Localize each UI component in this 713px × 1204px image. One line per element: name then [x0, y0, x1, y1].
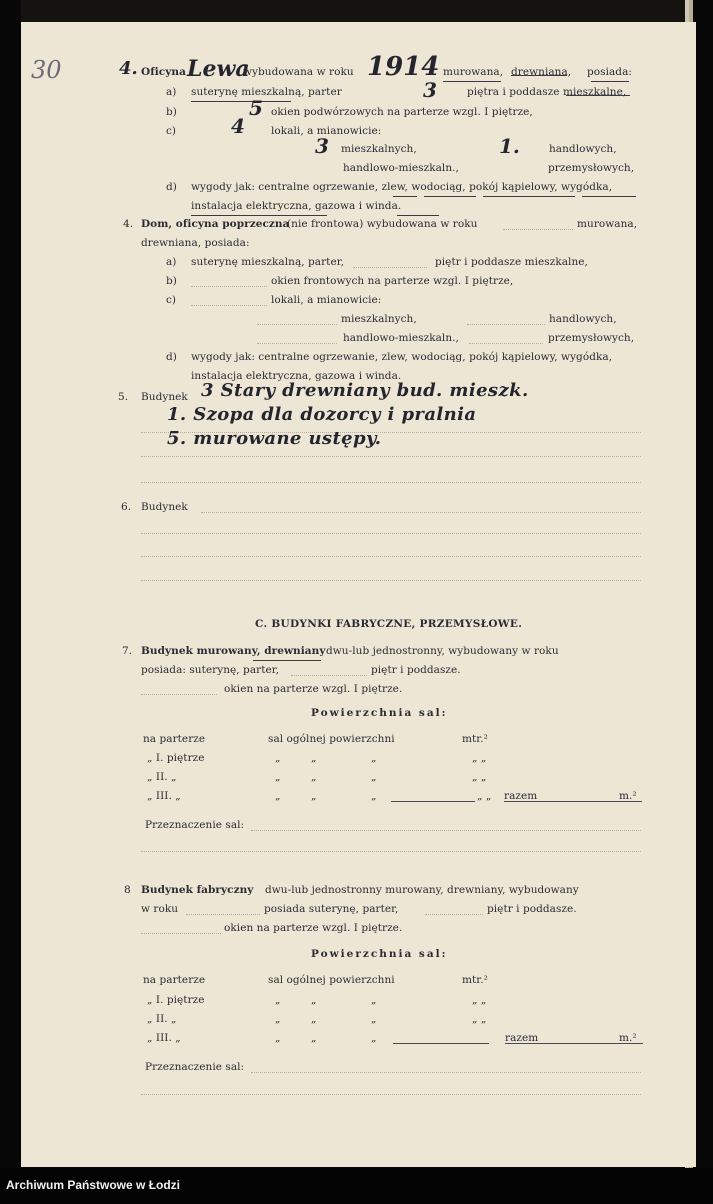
blank-line — [291, 675, 367, 676]
blank-line — [257, 324, 337, 325]
s8-row2-label: „ I. piętrze — [147, 994, 205, 1006]
s8-line2c: piętr i poddasze. — [487, 903, 577, 915]
s8-row3-label: „ II. „ — [147, 1013, 177, 1025]
s4a-trade-text: handlowych, — [549, 143, 617, 155]
s4a-a-text2: piętra i poddasze mieszkalne, — [467, 86, 627, 98]
ditto-mark: „ — [275, 1032, 281, 1044]
scan-border-top — [21, 0, 685, 22]
underline-suteryne — [191, 101, 291, 102]
ditto-mark: „ „ — [472, 771, 487, 783]
s4b-a-text: suterynę mieszkalną, parter, — [191, 256, 345, 268]
blank-line — [467, 324, 545, 325]
page-number: 30 — [31, 56, 62, 84]
s8-row1-label: na parterze — [143, 974, 206, 986]
blank-line — [353, 267, 427, 268]
s8-surface-heading: Powierzchnia sal: — [311, 948, 448, 960]
underline-wygodka — [582, 196, 636, 197]
underline-posiada — [591, 81, 629, 82]
s7-row3-label: „ II. „ — [147, 771, 177, 783]
archive-name: Archiwum Państwowe w Łodzi — [6, 1178, 181, 1192]
ditto-mark: „ „ — [472, 752, 487, 764]
blank-line — [503, 229, 573, 230]
ditto-mark: „ — [311, 771, 317, 783]
strike-drewniana — [511, 75, 567, 76]
s4b-c-label: c) — [166, 294, 177, 306]
s4b-b-text: okien frontowych na parterze wzgl. I piętrze, — [271, 275, 514, 287]
ditto-mark: „ — [311, 994, 317, 1006]
s4a-b-text: okien podwórzowych na parterze wzgl. I piętrze, — [271, 106, 533, 118]
s4a-title: Oficyna — [141, 66, 186, 78]
ditto-mark: „ — [371, 1032, 377, 1044]
s4b-ind-text: przemysłowych, — [548, 332, 635, 344]
s4a-c-label: c) — [166, 125, 177, 137]
blank-line — [191, 286, 267, 287]
underline-zlew — [393, 196, 417, 197]
ditto-mark: „ — [311, 752, 317, 764]
underline-drewniany — [253, 660, 321, 661]
s7-title: Budynek murowany, drewniany — [141, 645, 326, 657]
ditto-mark: „ — [371, 994, 377, 1006]
s8-row1-mid: sal ogólnej powierzchni — [268, 974, 395, 986]
blank-line — [186, 914, 260, 915]
blank-line — [425, 914, 483, 915]
ditto-mark: „ — [371, 790, 377, 802]
s8-m2: m.² — [619, 1032, 637, 1044]
s4b-title: Dom, oficyna poprzeczna — [141, 218, 290, 230]
s5-handwritten-line1: 3 Stary drewniany bud. mieszk. — [201, 380, 529, 401]
s7-number: 7. — [122, 645, 133, 657]
s4a-murowana: murowana, — [443, 66, 504, 78]
blank-line — [469, 343, 543, 344]
s7-line3: okien na parterze wzgl. I piętrze. — [224, 683, 403, 695]
s4b-a-label: a) — [166, 256, 177, 268]
blank-line — [191, 305, 267, 306]
s8-line2a: w roku — [141, 903, 179, 915]
ditto-mark: „ — [275, 994, 281, 1006]
s4b-d-text2: instalacja elektryczna, gazowa i winda. — [191, 370, 402, 382]
s4a-b-label: b) — [166, 106, 177, 118]
strike-mieszkalne — [566, 95, 630, 96]
s6-number: 6. — [121, 501, 132, 513]
s4b-d-text: wygody jak: centralne ogrzewanie, zlew, wodociąg, pokój kąpielowy, wygódka, — [191, 351, 613, 363]
s4a-a-label: a) — [166, 86, 177, 98]
s7-surface-heading: Powierzchnia sal: — [311, 707, 448, 719]
blank-line — [141, 482, 641, 483]
blank-line — [141, 533, 641, 534]
ditto-mark: „ — [275, 752, 281, 764]
s7-purpose: Przeznaczenie sal: — [145, 819, 245, 831]
s8-title-rest: dwu-lub jednostronny murowany, drewniany, wybudowany — [265, 884, 579, 896]
s7-row1-mid: sal ogólnej powierzchni — [268, 733, 395, 745]
s4a-c-text: lokali, a mianowicie: — [271, 125, 382, 137]
s8-row4-label: „ III. „ — [147, 1032, 181, 1044]
blank-line — [141, 556, 641, 557]
s4a-res-num-handwritten: 3 — [315, 134, 329, 158]
ditto-mark: „ — [371, 752, 377, 764]
s8-razem: razem — [505, 1032, 539, 1044]
blank-line — [251, 830, 641, 831]
s8-unit: mtr.² — [462, 974, 488, 986]
s8-purpose: Przeznaczenie sal: — [145, 1061, 245, 1073]
ditto-mark: „ „ — [472, 994, 487, 1006]
s5-number: 5. — [118, 391, 129, 403]
blank-line — [201, 512, 641, 513]
s5-handwritten-line2: 1. Szopa dla dozorcy i pralnia — [167, 404, 477, 425]
s5-label: Budynek — [141, 391, 188, 403]
s4b-trade-text: handlowych, — [549, 313, 617, 325]
s4b-res-text: mieszkalnych, — [341, 313, 417, 325]
section-c-heading: C. BUDYNKI FABRYCZNE, PRZEMYSŁOWE. — [255, 618, 523, 630]
s4a-number: 4. — [119, 58, 138, 79]
s7-unit: mtr.² — [462, 733, 488, 745]
s7-line2a: posiada: suterynę, parter, — [141, 664, 280, 676]
s4a-mixed-text: handlowo-mieszkaln., — [343, 162, 459, 174]
s4a-d-label: d) — [166, 181, 177, 193]
s4a-d-text2: instalacja elektryczna, gazowa i winda. — [191, 200, 402, 212]
s4a-ind-text: przemysłowych, — [548, 162, 635, 174]
s7-m2: m.² — [619, 790, 637, 802]
s7-row4-label: „ III. „ — [147, 790, 181, 802]
document-page — [21, 22, 696, 1167]
underline-wodociag — [424, 196, 476, 197]
s4b-a-text2: piętr i poddasze mieszkalne, — [435, 256, 588, 268]
blank-line — [251, 1072, 641, 1073]
s7-row2-label: „ I. piętrze — [147, 752, 205, 764]
total-line — [391, 801, 475, 802]
s4a-c-num-handwritten: 4 — [231, 114, 245, 138]
s4a-b-num-handwritten: 5 — [249, 96, 263, 120]
s4b-murowana: murowana, — [577, 218, 638, 230]
s4a-a-text: suterynę mieszkalną, parter — [191, 86, 342, 98]
s4a-a-floors-handwritten: 3 — [423, 78, 437, 102]
s4b-number: 4. — [123, 218, 134, 230]
ditto-mark: „ — [311, 790, 317, 802]
s4b-c-text: lokali, a mianowicie: — [271, 294, 382, 306]
s6-label: Budynek — [141, 501, 188, 513]
s4a-d-text: wygody jak: centralne ogrzewanie, zlew, wodociąg, pokój kąpielowy, wygódka, — [191, 181, 613, 193]
s7-title-rest: dwu-lub jednostronny, wybudowany w roku — [326, 645, 559, 657]
ditto-mark: „ — [311, 1032, 317, 1044]
total-line — [393, 1043, 489, 1044]
s4b-line2: drewniana, posiada: — [141, 237, 250, 249]
s4b-mixed-text: handlowo-mieszkaln., — [343, 332, 459, 344]
s4a-drewniana: drewniana, — [511, 66, 572, 78]
blank-line — [141, 933, 221, 934]
blank-line — [141, 456, 641, 457]
ditto-mark: „ — [371, 771, 377, 783]
s7-razem: razem — [504, 790, 538, 802]
underline-instalacja — [191, 215, 327, 216]
underline-murowana — [443, 81, 501, 82]
s7-row1-label: na parterze — [143, 733, 206, 745]
s4a-side-handwritten: Lewa — [187, 56, 250, 82]
s8-line2b: posiada suterynę, parter, — [264, 903, 399, 915]
s4a-trade-num-handwritten: 1. — [499, 134, 520, 158]
archive-footer — [0, 1168, 713, 1204]
s8-title: Budynek fabryczny — [141, 884, 254, 896]
blank-line — [141, 1094, 641, 1095]
ditto-mark: „ „ — [472, 1013, 487, 1025]
underline-pokoj — [483, 196, 575, 197]
s7-line2b: piętr i poddasze. — [371, 664, 461, 676]
ditto-mark: „ — [275, 790, 281, 802]
blank-line — [141, 851, 641, 852]
s4b-b-label: b) — [166, 275, 177, 287]
s4a-year-handwritten: 1914 — [367, 52, 440, 82]
s4a-res-text: mieszkalnych, — [341, 143, 417, 155]
s8-number: 8 — [124, 884, 131, 896]
underline-gazowa — [397, 215, 439, 216]
s8-line3: okien na parterze wzgl. I piętrze. — [224, 922, 403, 934]
s4b-title-rest: (nie frontowa) wybudowana w roku — [287, 218, 478, 230]
blank-line — [141, 694, 217, 695]
s4b-d-label: d) — [166, 351, 177, 363]
ditto-mark: „ — [311, 1013, 317, 1025]
s4a-posiada: posiada: — [587, 66, 632, 78]
ditto-mark: „ „ — [477, 790, 492, 802]
ditto-mark: „ — [371, 1013, 377, 1025]
s5-handwritten-line3: 5. murowane ustępy. — [167, 428, 382, 449]
ditto-mark: „ — [275, 1013, 281, 1025]
s4a-built-label: wybudowana w roku — [243, 66, 354, 78]
blank-line — [141, 580, 641, 581]
blank-line — [257, 343, 337, 344]
ditto-mark: „ — [275, 771, 281, 783]
